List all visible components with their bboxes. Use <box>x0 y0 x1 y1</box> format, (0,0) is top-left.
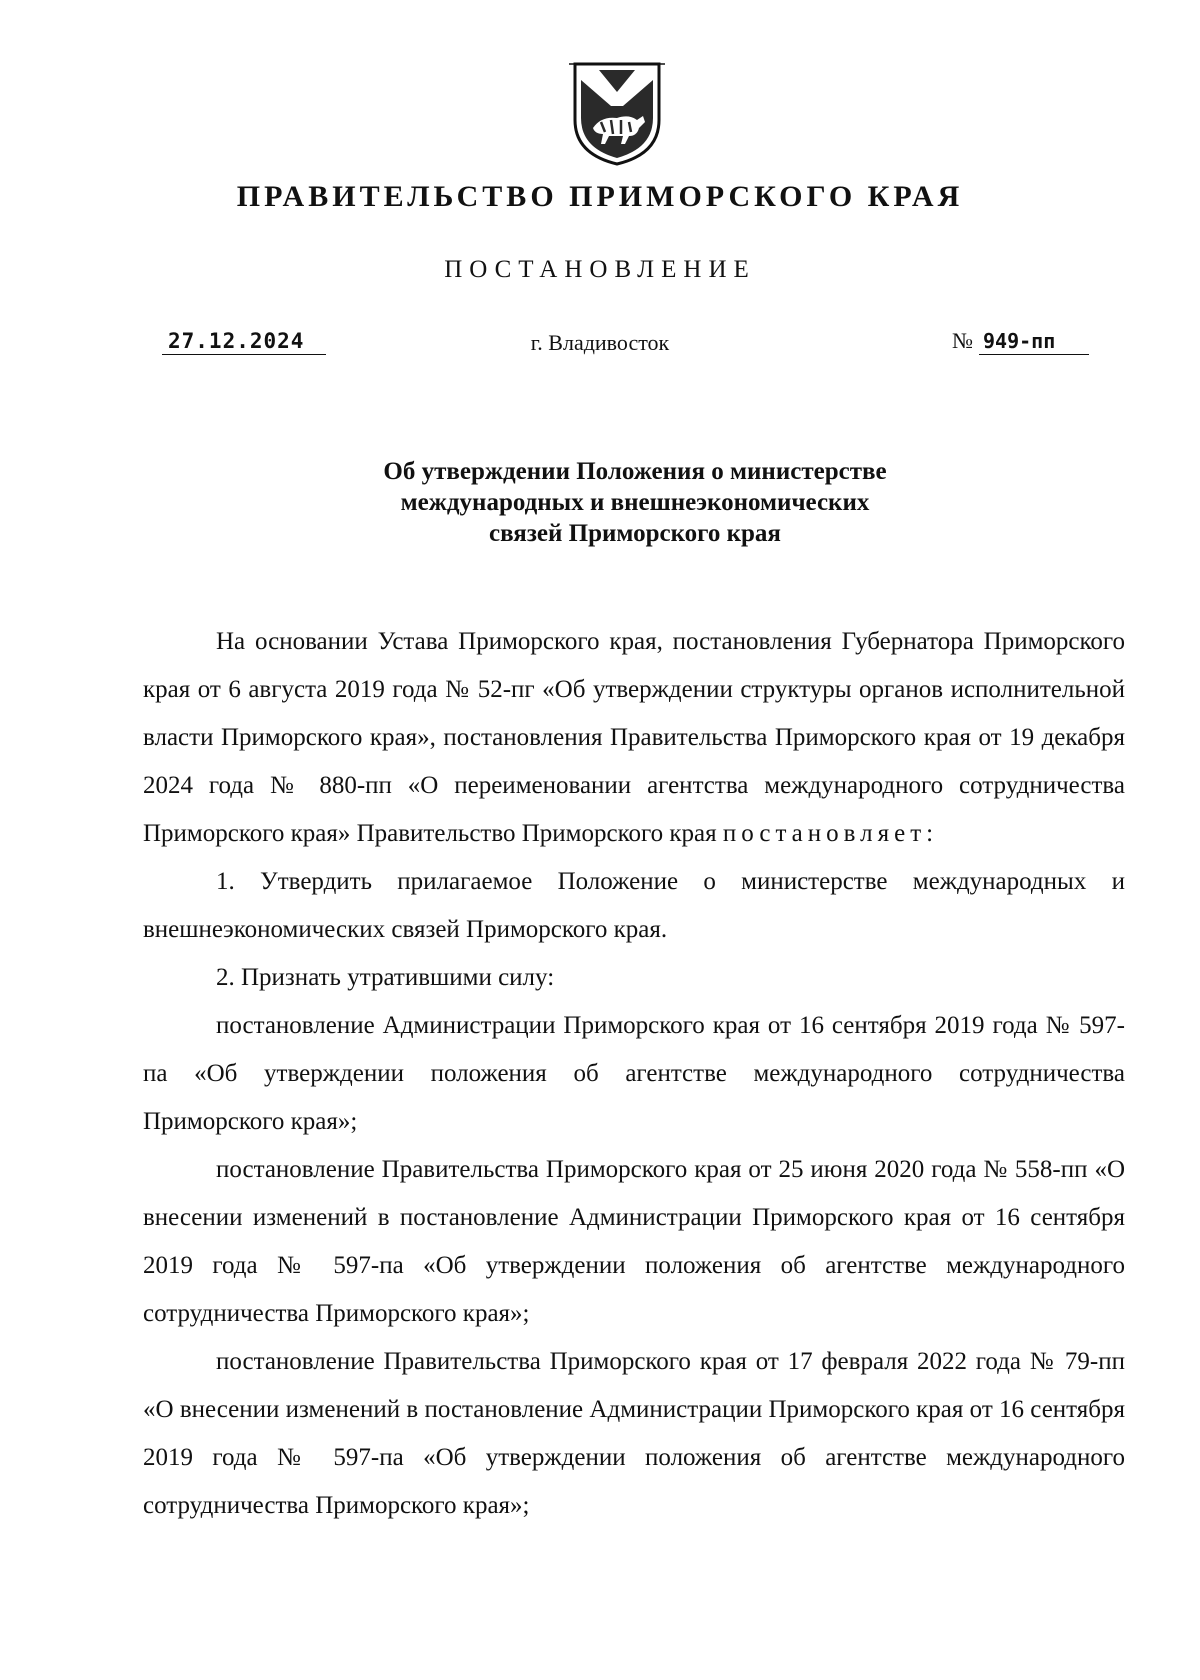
document-date: 27.12.2024 <box>162 328 326 355</box>
subject-line-1: Об утверждении Положения о министерстве <box>383 458 887 485</box>
government-title: ПРАВИТЕЛЬСТВО ПРИМОРСКОГО КРАЯ <box>236 180 964 213</box>
document-type: ПОСТАНОВЛЕНИЕ <box>444 256 756 283</box>
subject-line-2: международных и внешнеэкономических <box>400 489 870 516</box>
preamble-text: На основании Устава Приморского края, постановления Губернатора Приморского края от 6 августа 2019 года № 52-пг «Об утверждении структуры органов исполнительной власти Приморского края», постановления Правительства Приморского края от 19 декабря 2024 года № 880-пп «О переименовании агентства международного сотрудничества Приморского края» Правительство Приморского края <box>143 628 1125 847</box>
paragraph-item-1: 1. Утвердить прилагаемое Положение о министерстве международных и внешнеэкономических связей Приморского края. <box>143 868 1125 943</box>
document-number <box>952 328 1089 355</box>
paragraph-repealed-1: постановление Администрации Приморского края от 16 сентября 2019 года № 597-па «Об утверждении положения об агентстве международного сотрудничества Приморского края»; <box>143 1012 1125 1135</box>
subject-line-3: связей Приморского края <box>489 520 781 547</box>
number-value: 949-пп <box>979 328 1089 355</box>
paragraph-item-2: 2. Признать утратившими силу: <box>216 964 555 991</box>
document-body <box>143 618 1125 1530</box>
coat-of-arms-icon <box>567 58 667 168</box>
document-city: г. Владивосток <box>530 330 670 355</box>
paragraph-repealed-3: постановление Правительства Приморского края от 17 февраля 2022 года № 79-пп «О внесении изменений в постановление Администрации Приморского края от 16 сентября 2019 года № 597-па «Об утверждении положения об агентстве международного сотрудничества Приморского края»; <box>143 1348 1125 1519</box>
paragraph-repealed-2: постановление Правительства Приморского края от 25 июня 2020 года № 558-пп «О внесении изменений в постановление Администрации Приморского края от 16 сентября 2019 года № 597-па «Об утверждении положения об агентстве международного сотрудничества Приморского края»; <box>143 1156 1125 1327</box>
paragraph-preamble <box>143 618 1125 858</box>
preamble-action: постановляет: <box>722 820 939 847</box>
number-sign: № <box>952 328 973 353</box>
document-subject <box>0 456 1200 549</box>
